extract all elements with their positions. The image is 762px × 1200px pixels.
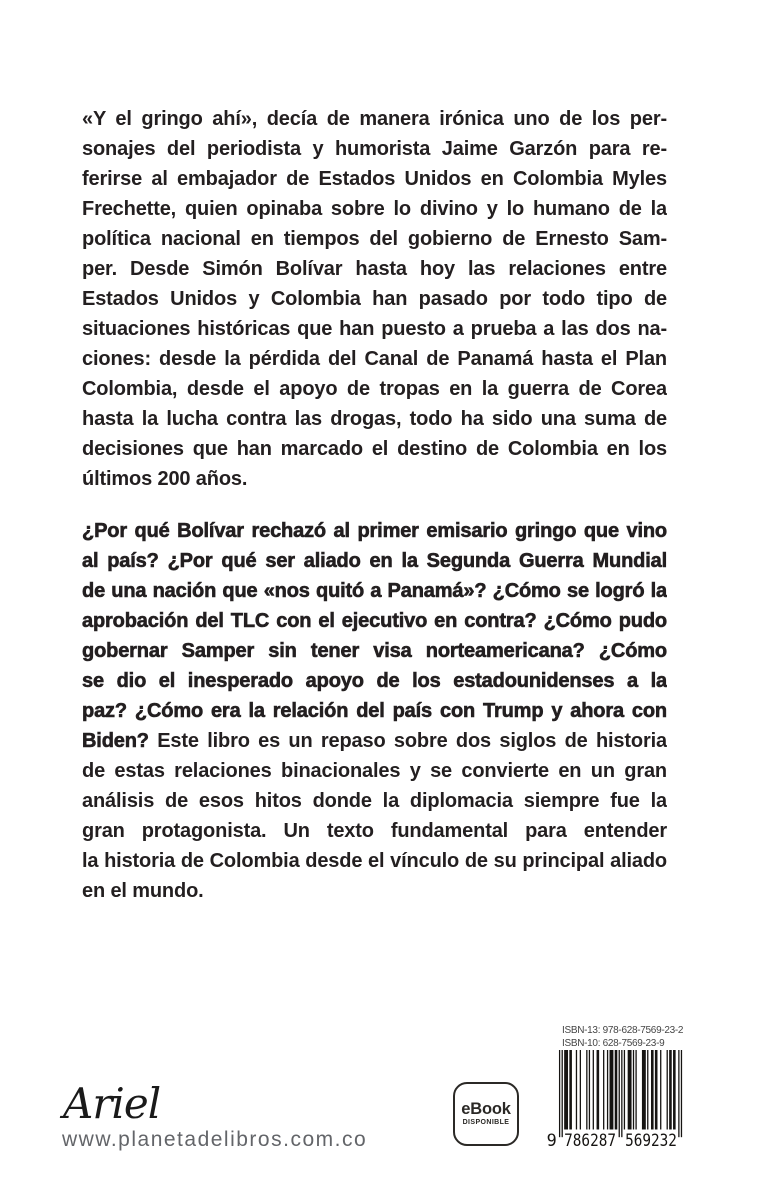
synopsis-line: en el mundo. [82, 880, 204, 902]
synopsis-line: paz? ¿Cómo era la relación del país con Trump y ahora con [82, 700, 667, 722]
publisher-website: www.planetadelibros.com.co [62, 1128, 368, 1151]
synopsis-line: últimos 200 años. [82, 468, 248, 490]
isbn10-text: ISBN-10: 628-7569-23-9 [562, 1037, 665, 1049]
publisher-logo-ariel: Ariel [63, 1079, 161, 1128]
synopsis-line: Frechette, quien opinaba sobre lo divino y lo humano de la [82, 198, 667, 220]
synopsis-line: de una nación que «nos quitó a Panamá»? ¿Cómo se logró la [82, 580, 667, 602]
synopsis-line: ¿Por qué Bolívar rechazó al primer emisario gringo que vino [82, 520, 667, 542]
synopsis-paragraph [82, 104, 667, 494]
isbn13-text: ISBN-13: 978-628-7569-23-2 [562, 1025, 684, 1036]
svg-text:9: 9 [546, 1130, 557, 1150]
synopsis [82, 104, 667, 906]
svg-text:786287: 786287 [564, 1130, 616, 1150]
synopsis-line: ciones: desde la pérdida del Canal de Panamá hasta el Plan [82, 348, 667, 370]
synopsis-line: política nacional en tiempos del gobierno de Ernesto Sam- [82, 228, 667, 250]
isbn-block [562, 1025, 683, 1050]
svg-text:569232: 569232 [625, 1130, 677, 1150]
synopsis-line: per. Desde Simón Bolívar hasta hoy las relaciones entre [82, 258, 667, 280]
ean13-barcode [546, 1050, 686, 1150]
synopsis-line: sonajes del periodista y humorista Jaime Garzón para re- [82, 138, 667, 160]
synopsis-line: de estas relaciones binacionales y se convierte en un gran [82, 760, 667, 782]
synopsis-line: aprobación del TLC con el ejecutivo en contra? ¿Cómo pudo [82, 610, 667, 632]
synopsis-line: situaciones históricas que han puesto a prueba a las dos na- [82, 318, 667, 340]
synopsis-line: gobernar Samper sin tener visa norteamericana? ¿Cómo [82, 640, 667, 662]
synopsis-line: Colombia, desde el apoyo de tropas en la guerra de Corea [82, 378, 667, 400]
synopsis-line: se dio el inesperado apoyo de los estadounidenses a la [82, 670, 667, 692]
synopsis-line: «Y el gringo ahí», decía de manera irónica uno de los per- [82, 108, 667, 130]
synopsis-line: al país? ¿Por qué ser aliado en la Segunda Guerra Mundial [82, 550, 667, 572]
ebook-badge-subtitle: DISPONIBLE [462, 1119, 510, 1126]
synopsis-line: decisiones que han marcado el destino de Colombia en los [82, 438, 667, 460]
synopsis-line: Biden? Este libro es un repaso sobre dos siglos de historia [82, 730, 667, 752]
synopsis-line: Estados Unidos y Colombia han pasado por todo tipo de [82, 288, 667, 310]
synopsis-line: ferirse al embajador de Estados Unidos en Colombia Myles [82, 168, 667, 190]
ebook-badge-title: eBook [461, 1100, 511, 1118]
synopsis-paragraph [82, 516, 667, 906]
synopsis-line: la historia de Colombia desde el vínculo de su principal aliado [82, 850, 667, 872]
synopsis-line: gran protagonista. Un texto fundamental para entender [82, 820, 667, 842]
ebook-available-badge [453, 1082, 519, 1146]
synopsis-line: análisis de esos hitos donde la diplomacia siempre fue la [82, 790, 667, 812]
synopsis-line: hasta la lucha contra las drogas, todo ha sido una suma de [82, 408, 667, 430]
